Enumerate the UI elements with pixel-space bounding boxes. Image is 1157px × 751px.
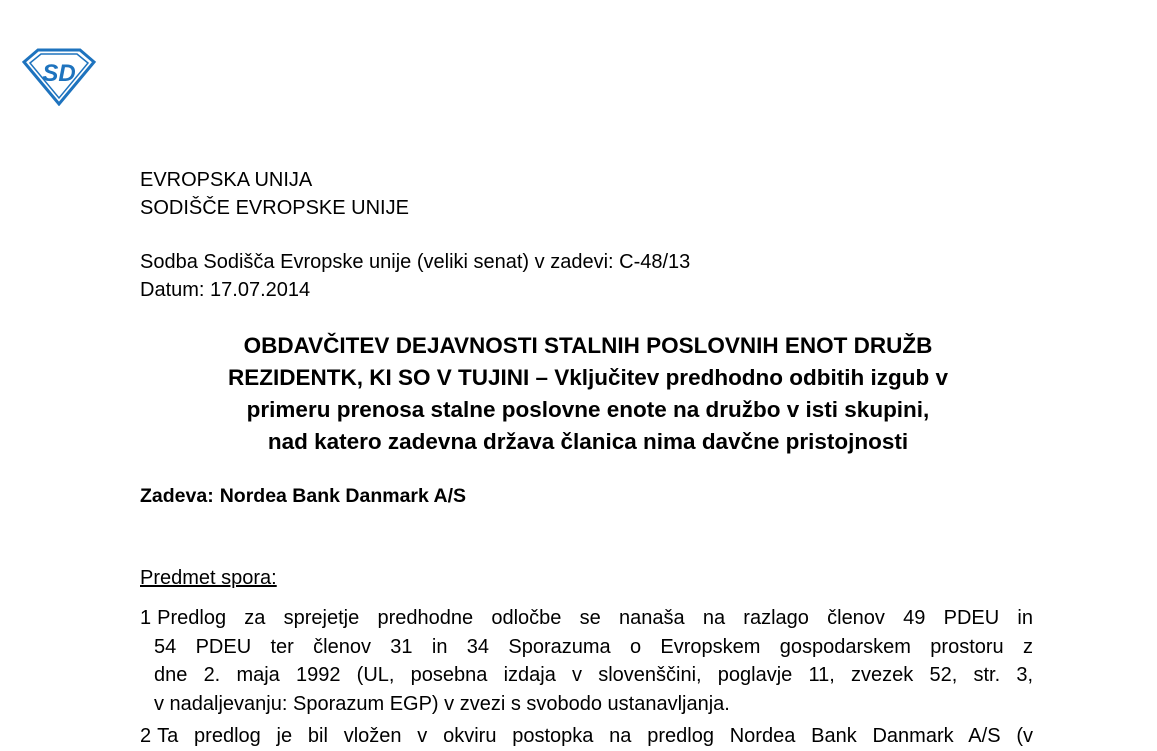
title-line-2: REZIDENTK, KI SO V TUJINI – Vključitev predhodno odbitih izgub v bbox=[227, 365, 949, 390]
case-party bbox=[140, 482, 466, 510]
diamond-logo-icon bbox=[22, 48, 96, 106]
paragraph-text: Predlog za sprejetje predhodne odločbe se nanaša na razlago členov 49 PDEU in bbox=[157, 607, 1033, 629]
paragraph-1 bbox=[140, 604, 1033, 718]
paragraph-line: v nadaljevanju: Sporazum EGP) v zvezi s svobodo ustanavljanja. bbox=[154, 692, 730, 715]
paragraph-2 bbox=[140, 722, 1033, 751]
document-title bbox=[140, 330, 1036, 458]
court-logo bbox=[22, 48, 96, 106]
subject-heading: Predmet spora: bbox=[140, 567, 277, 589]
paragraph-number: 1 bbox=[140, 607, 152, 629]
judgment-reference: Sodba Sodišča Evropske unije (veliki senat) v zadevi: C-48/13 bbox=[140, 251, 691, 273]
paragraph-text: Ta predlog je bil vložen v okviru postopka na predlog Nordea Bank Danmark A/S (v bbox=[157, 725, 1033, 747]
court-line-2: SODIŠČE EVROPSKE UNIJE bbox=[140, 197, 409, 219]
logo-letters: SD bbox=[42, 60, 76, 87]
judgment-info bbox=[140, 248, 690, 304]
title-line-1: OBDAVČITEV DEJAVNOSTI STALNIH POSLOVNIH ENOT DRUŽB bbox=[243, 333, 933, 358]
court-line-1: EVROPSKA UNIJA bbox=[140, 169, 313, 191]
paragraph-line: 54 PDEU ter členov 31 in 34 Sporazuma o Evropskem gospodarskem prostoru z bbox=[154, 635, 1033, 658]
title-line-3: primeru prenosa stalne poslovne enote na družbo v isti skupini, bbox=[246, 397, 930, 422]
judgment-date: Datum: 17.07.2014 bbox=[140, 279, 311, 301]
paragraph-line bbox=[140, 604, 1033, 633]
title-line-4: nad katero zadevna država članica nima davčne pristojnosti bbox=[267, 429, 909, 454]
paragraph-line bbox=[140, 722, 1033, 751]
court-heading bbox=[140, 166, 409, 222]
party-label: Zadeva: bbox=[140, 485, 214, 507]
paragraph-number: 2 bbox=[140, 725, 152, 747]
paragraph-line: dne 2. maja 1992 (UL, posebna izdaja v slovenščini, poglavje 11, zvezek 52, str. 3, bbox=[154, 664, 1033, 686]
party-value: Nordea Bank Danmark A/S bbox=[219, 485, 467, 507]
